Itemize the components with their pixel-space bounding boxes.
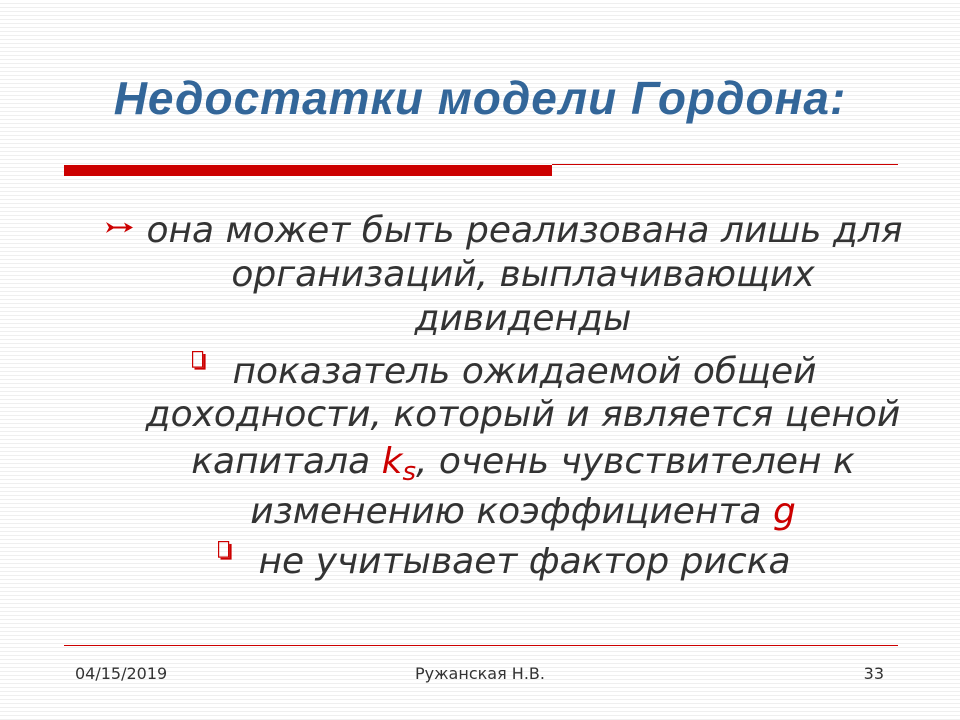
- square-bullet-icon: [218, 541, 258, 561]
- bullet-1-text: она может быть реализована лишь для: [146, 210, 903, 251]
- arrow-bullet-icon: [106, 221, 146, 234]
- bullet-2-line-2: доходности, который и является ценой: [145, 394, 901, 435]
- footer-author: Ружанская Н.В.: [415, 664, 545, 683]
- bullet-1-line-2: организаций, выплачивающих: [231, 254, 815, 295]
- bullet-3-line-1: [103, 540, 906, 584]
- sensitivity-text: , очень чувствителен к: [416, 441, 855, 482]
- title-underline-bar: [64, 165, 552, 176]
- cost-of-capital-subscript: s: [402, 457, 416, 487]
- square-bullet-icon: [192, 351, 232, 371]
- slide-title: Недостатки модели Гордона:: [113, 72, 847, 124]
- footer-divider: [64, 645, 898, 646]
- bullet-2-text: показатель ожидаемой общей: [232, 351, 817, 392]
- bullet-2-line-1: [103, 350, 906, 394]
- page-number: 33: [863, 664, 884, 683]
- coefficient-text: изменению коэффициента: [250, 491, 773, 532]
- bullet-2-line-4: [140, 490, 906, 534]
- bullet-1-line-1: [103, 209, 906, 253]
- footer-date: 04/15/2019: [75, 664, 168, 683]
- capital-text: капитала: [191, 441, 382, 482]
- growth-coefficient-symbol: g: [772, 491, 796, 532]
- cost-of-capital-symbol: k: [381, 441, 403, 482]
- bullet-1-line-3: дивиденды: [414, 298, 632, 339]
- bullet-2-line-3: [140, 440, 906, 487]
- bullet-3-text: не учитывает фактор риска: [258, 541, 791, 582]
- title-underline-line: [552, 164, 898, 165]
